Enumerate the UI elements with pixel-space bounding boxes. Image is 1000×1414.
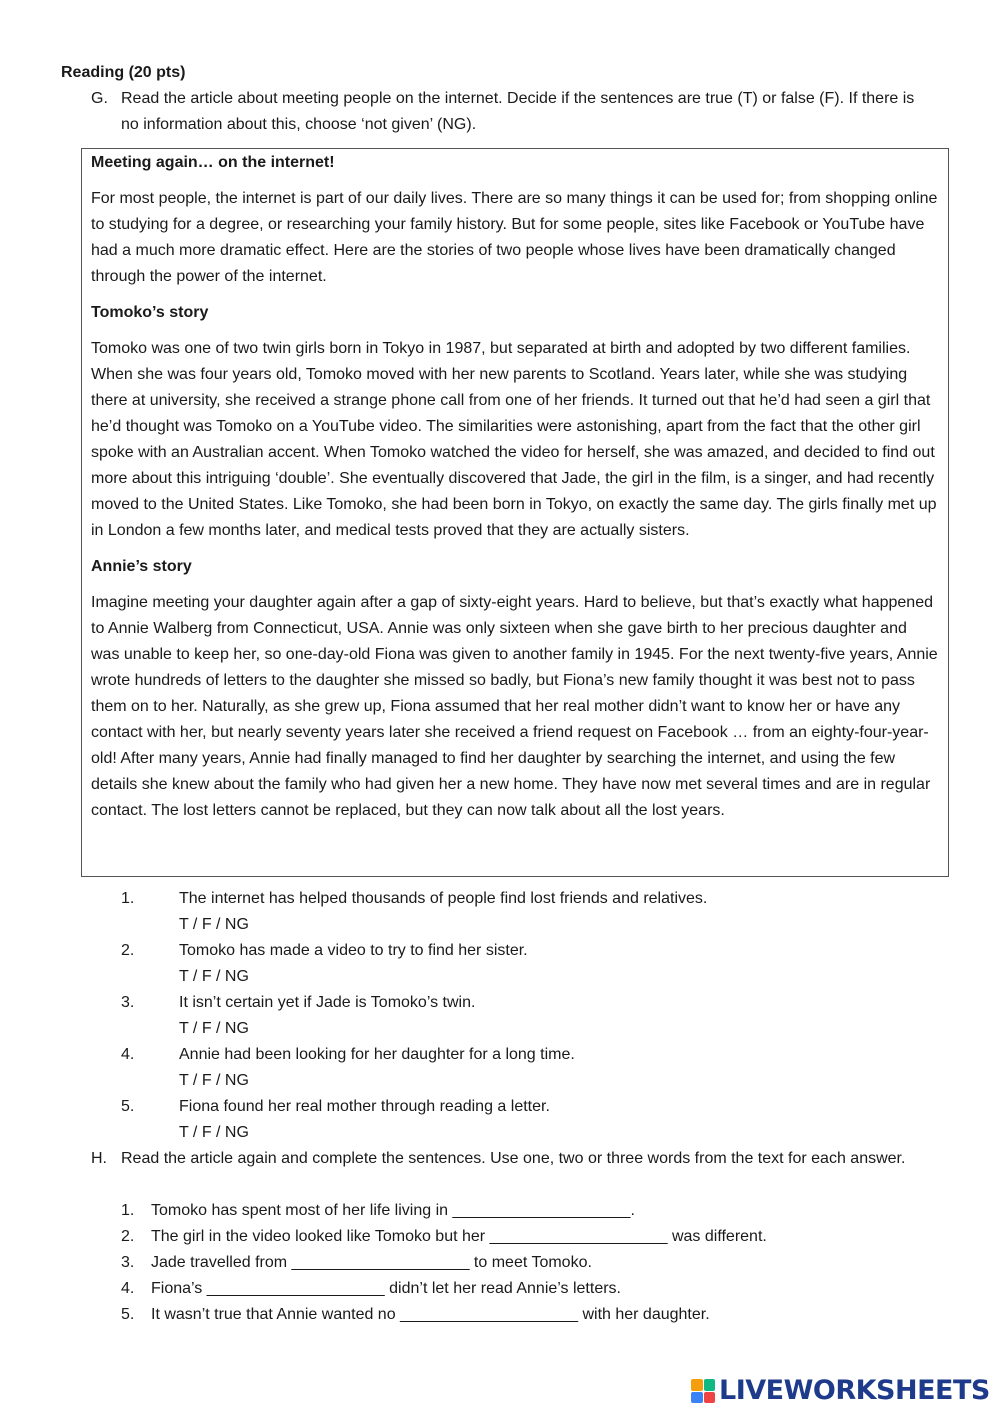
- article-title: Meeting again… on the internet!: [91, 154, 335, 171]
- tf-number: 4.: [121, 1046, 135, 1063]
- tf-number: 5.: [121, 1098, 135, 1115]
- completion-number: 2.: [121, 1228, 135, 1245]
- completion-item[interactable]: [121, 1276, 941, 1302]
- tf-text: The internet has helped thousands of people find lost friends and relatives.: [179, 890, 708, 907]
- completion-list: [121, 1198, 941, 1328]
- tf-question: [121, 1042, 941, 1094]
- logo-square: [691, 1379, 703, 1391]
- completion-item[interactable]: [121, 1302, 941, 1328]
- completion-number: 4.: [121, 1280, 135, 1297]
- tf-text: It isn’t certain yet if Jade is Tomoko’s twin.: [179, 994, 476, 1011]
- logo-mark-icon: [691, 1379, 715, 1403]
- tf-question: [121, 938, 941, 990]
- tf-options[interactable]: T / F / NG: [179, 916, 249, 933]
- logo-square: [704, 1379, 716, 1391]
- story2-title: Annie’s story: [91, 558, 192, 575]
- logo-square: [691, 1392, 703, 1404]
- tf-number: 1.: [121, 890, 135, 907]
- tf-question: [121, 1094, 941, 1146]
- completion-number: 3.: [121, 1254, 135, 1271]
- completion-item[interactable]: [121, 1198, 941, 1224]
- completion-item[interactable]: [121, 1250, 941, 1276]
- completion-text[interactable]: The girl in the video looked like Tomoko but her ____________________ was different.: [151, 1228, 767, 1245]
- tf-question: [121, 990, 941, 1042]
- completion-text[interactable]: Tomoko has spent most of her life living in ____________________.: [151, 1202, 635, 1219]
- tf-text: Fiona found her real mother through reading a letter.: [179, 1098, 550, 1115]
- tf-text: Tomoko has made a video to try to find her sister.: [179, 942, 528, 959]
- article-intro: For most people, the internet is part of our daily lives. There are so many things it can be used for; from shopping online to studying for a degree, or researching your family history. But for some people, sites like Facebook or YouTube have had a much more dramatic effect. Here are the stories of two people whose lives have been dramatically changed through the power of the internet.: [91, 190, 938, 285]
- tf-question: [121, 886, 941, 938]
- tf-options[interactable]: T / F / NG: [179, 1020, 249, 1037]
- section-title: Reading (20 pts): [61, 64, 186, 81]
- true-false-list: [121, 886, 941, 1146]
- tf-text: Annie had been looking for her daughter for a long time.: [179, 1046, 575, 1063]
- completion-number: 5.: [121, 1306, 135, 1323]
- story2-text: Imagine meeting your daughter again after a gap of sixty-eight years. Hard to believe, but that’s exactly what happened to Annie Walberg from Connecticut, USA. Annie was only sixteen when she gave birth to her precious daughter and was unable to keep her, so one-day-old Fiona was given to another family in 1945. For the next twenty-five years, Annie wrote hundreds of letters to the daughter she missed so badly, but Fiona’s new family thought it was best not to pass them on to her. Naturally, as she grew up, Fiona assumed that her real mother didn’t want to know her or have any contact with her, but nearly seventy years later she received a friend request on Facebook … from an eighty-four-year-old! After many years, Annie had finally managed to find her daughter by searching the internet, and using the few details she knew about the family who had given her a new home. They have now met several times and are in regular contact. The lost letters cannot be replaced, but they can now talk about all the lost years.: [91, 594, 938, 819]
- liveworksheets-logo[interactable]: [691, 1376, 990, 1406]
- completion-text[interactable]: Fiona’s ____________________ didn’t let her read Annie’s letters.: [151, 1280, 621, 1297]
- completion-number: 1.: [121, 1202, 135, 1219]
- task-h-instruction: [91, 1146, 931, 1172]
- task-h-letter: H.: [91, 1150, 107, 1167]
- completion-text[interactable]: Jade travelled from ____________________ to meet Tomoko.: [151, 1254, 592, 1271]
- task-g-text: Read the article about meeting people on the internet. Decide if the sentences are true (T) or false (F). If there is no information about this, choose ‘not given’ (NG).: [121, 90, 915, 133]
- task-g-letter: G.: [91, 90, 108, 107]
- completion-item[interactable]: [121, 1224, 941, 1250]
- article-box: [81, 148, 949, 877]
- tf-options[interactable]: T / F / NG: [179, 1124, 249, 1141]
- tf-options[interactable]: T / F / NG: [179, 1072, 249, 1089]
- tf-number: 3.: [121, 994, 135, 1011]
- task-g-instruction: [91, 86, 931, 138]
- story1-title: Tomoko’s story: [91, 304, 209, 321]
- task-h-text: Read the article again and complete the sentences. Use one, two or three words from the text for each answer.: [121, 1150, 906, 1167]
- completion-text[interactable]: It wasn’t true that Annie wanted no ____________________ with her daughter.: [151, 1306, 710, 1323]
- logo-text: LIVEWORKSHEETS: [719, 1375, 990, 1406]
- tf-number: 2.: [121, 942, 135, 959]
- logo-square: [704, 1392, 716, 1404]
- tf-options[interactable]: T / F / NG: [179, 968, 249, 985]
- story1-text: Tomoko was one of two twin girls born in Tokyo in 1987, but separated at birth and adopted by two different families. When she was four years old, Tomoko moved with her new parents to Scotland. Years later, while she was studying there at university, she received a strange phone call from one of her friends. It turned out that he’d had seen a girl that he’d thought was Tomoko on a YouTube video. The similarities were astonishing, apart from the fact that the other girl spoke with an Australian accent. When Tomoko watched the video for herself, she was amazed, and decided to find out more about this intriguing ‘double’. She eventually discovered that Jade, the girl in the film, is a singer, and had recently moved to the United States. Like Tomoko, she had been born in Tokyo, on exactly the same day. The girls finally met up in London a few months later, and medical tests proved that they are actually sisters.: [91, 340, 937, 539]
